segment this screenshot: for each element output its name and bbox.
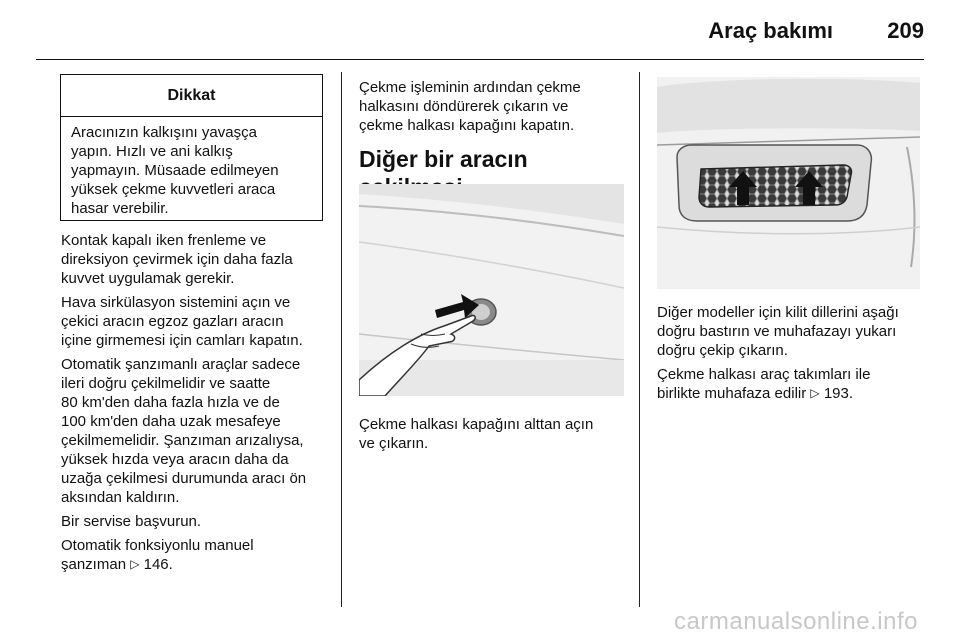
paragraph-automatic-transmission: Otomatik şanzımanlı araçlar sadece ileri doğru çekilmelidir ve saatte 80 km'den daha fazla hızla ve de 100 km'den daha uzak mesafeye çekilmemelidir. Şanzıman arızalıysa, yüksek hızda veya aracın daha da uzağa çekilmesi durumunda aracı ön aksından kaldırın. <box>61 356 307 506</box>
column-3 <box>657 303 927 408</box>
column-1 <box>61 231 336 579</box>
paragraph-service: Bir servise başvurun. <box>61 513 202 530</box>
paragraph-ventilation: Hava sirkülasyon sistemini açın ve çekici aracın egzoz gazları aracın içine girmemesi için camları kapatın. <box>61 294 303 349</box>
paragraph-close-cover: Çekme işleminin ardından çekme halkasını döndürerek çıkarın ve çekme halkası kapağını kapatın. <box>359 79 581 134</box>
grille-arrows-drawing <box>657 77 920 289</box>
column-divider-left <box>341 72 342 607</box>
header-divider <box>36 59 924 60</box>
paragraph-steering-braking: Kontak kapalı iken frenleme ve direksiyon çevirmek için daha fazla kuvvet uygulamak gerekir. <box>61 232 293 287</box>
caution-heading: Dikkat <box>61 75 322 117</box>
column-divider-right <box>639 72 640 607</box>
section-heading: Diğer bir aracın <box>359 146 528 172</box>
page-reference-link[interactable]: 146. <box>143 556 173 573</box>
caution-line: Aracınızın kalkışını yavaşça <box>71 124 257 141</box>
column-2 <box>359 78 629 201</box>
caution-line: hasar verebilir. <box>71 200 169 217</box>
illustration-tow-cover-open <box>359 184 624 396</box>
caution-line: yapın. Hızlı ve ani kalkış <box>71 143 233 160</box>
caption-cover-open: Çekme halkası kapağını alttan açın ve çıkarın. <box>359 416 594 452</box>
paragraph-storage: Çekme halkası araç takımları ile birlikte muhafaza edilir ▷ 193. <box>657 366 871 402</box>
caution-text <box>61 117 322 218</box>
page-number: 209 <box>887 18 924 43</box>
triangle-right-icon: ▷ <box>130 557 140 571</box>
caution-line: yüksek çekme kuvvetleri araca <box>71 181 276 198</box>
paragraph-manual-transmission: Otomatik fonksiyonlu manuel şanzıman ▷ 146. <box>61 537 254 573</box>
section-title: Araç bakımı <box>708 18 833 43</box>
bumper-hand-drawing <box>359 184 624 396</box>
illustration-cover-removal <box>657 77 920 289</box>
caution-line: yapmayın. Müsaade edilmeyen <box>71 162 279 179</box>
page-reference-link[interactable]: 193. <box>823 385 854 402</box>
watermark-text: carmanualsonline.info <box>674 608 918 635</box>
paragraph-remove-cover: Diğer modeller için kilit dillerini aşağı doğru bastırın ve muhafazayı yukarı doğru çekip çıkarın. <box>657 304 899 359</box>
triangle-right-icon: ▷ <box>810 386 820 400</box>
caution-notice-box <box>60 74 323 221</box>
